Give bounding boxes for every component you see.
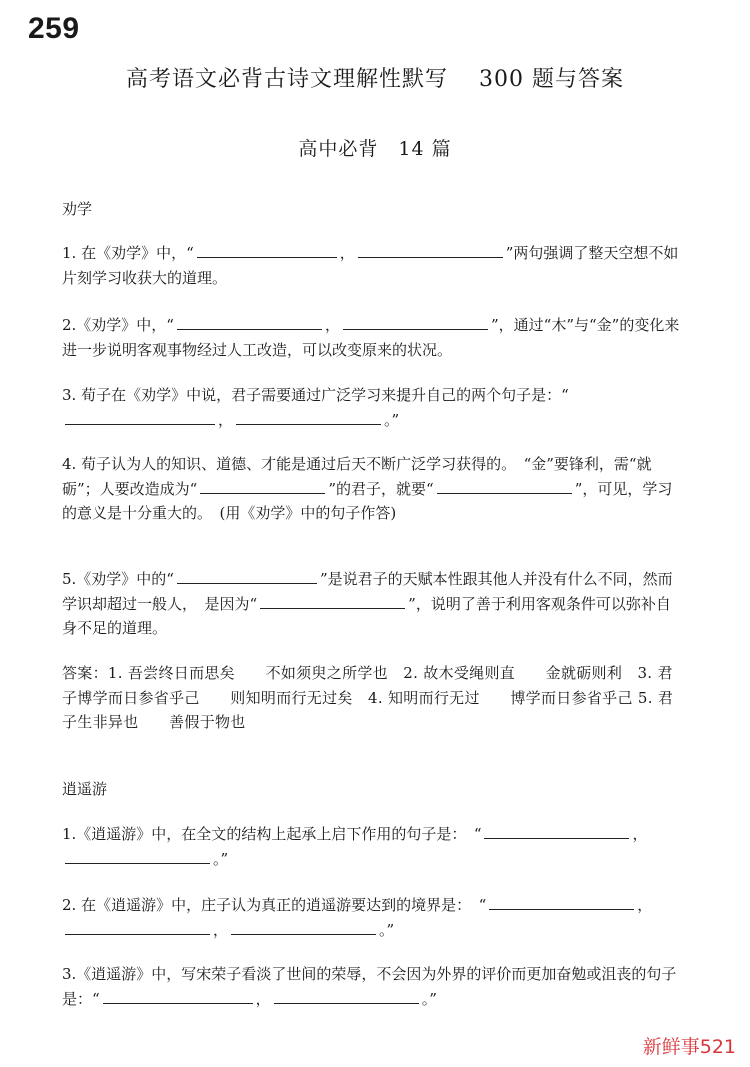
answer-blank [343,314,488,330]
answer-blank [274,988,419,1004]
question-xiaoyaoyou-3: 3.《逍遥游》中，写宋荣子看淡了世间的荣辱，不会因为外界的评价而更加奋勉或沮丧的句子是：“ ， 。” [62,965,677,1008]
watermark: 新鲜事521 [642,1036,736,1058]
page-number: 259 [28,12,80,45]
question-quanxue-2: 2.《劝学》中，“ ， ”，通过“木”与“金”的变化来进一步说明客观事物经过人工改造，可以改变原来的状况。 [62,316,680,359]
question-quanxue-5: 5.《劝学》中的“ ”是说君子的天赋本性跟其他人并没有什么不同，然而学识却超过一般人， 是因为“ ”，说明了善于利用客观条件可以弥补自身不足的道理。 [62,570,673,637]
answer-blank [358,242,503,258]
answer-blank [437,478,572,494]
answer-blank [260,593,405,609]
answer-blank [200,478,325,494]
answer-blank [489,894,634,910]
section-heading-quanxue: 劝学 [62,200,93,218]
answer-blank [231,919,376,935]
question-quanxue-3: 3. 荀子在《劝学》中说，君子需要通过广泛学习来提升自己的两个句子是：“， 。” [62,386,569,429]
main-title: 高考语文必背古诗文理解性默写 300 题与答案 [126,67,624,92]
answer-blank [103,988,253,1004]
sub-title: 高中必背 14 篇 [298,138,452,160]
answer-blank [65,409,215,425]
answer-blank [197,242,337,258]
answer-key: 答案：1. 吾尝终日而思矣 不如须臾之所学也 2. 故木受绳则直 金就砺则利 3. 君子博学而日参省乎己 则知明而行无过矣 4. 知明而行无过 博学而日参省乎己 5. 君子生非异也 善假于物也 [62,664,674,731]
question-xiaoyaoyou-2: 2. 在《逍遥游》中，庄子认为真正的逍遥游要达到的境界是： “ ，， 。” [62,896,653,939]
question-quanxue-1: 1. 在《劝学》中，“ ， ”两句强调了整天空想不如片刻学习收获大的道理。 [62,244,679,287]
answer-blank [177,568,317,584]
answer-blank [177,314,322,330]
answer-blank [65,848,210,864]
question-xiaoyaoyou-1: 1.《逍遥游》中，在全文的结构上起承上启下作用的句子是： “ ，。” [62,825,648,868]
section-heading-xiaoyaoyou: 逍遥游 [62,780,108,798]
answer-blank [236,409,381,425]
answer-blank [484,823,629,839]
answer-blank [65,919,210,935]
question-quanxue-4: 4. 荀子认为人的知识、道德、才能是通过后天不断广泛学习获得的。 “金”要锋利，需“就砺”；人要改造成为“ ”的君子，就要“ ”，可见，学习的意义是十分重大的。 (用《劝学》中的句子作答) [62,455,673,522]
